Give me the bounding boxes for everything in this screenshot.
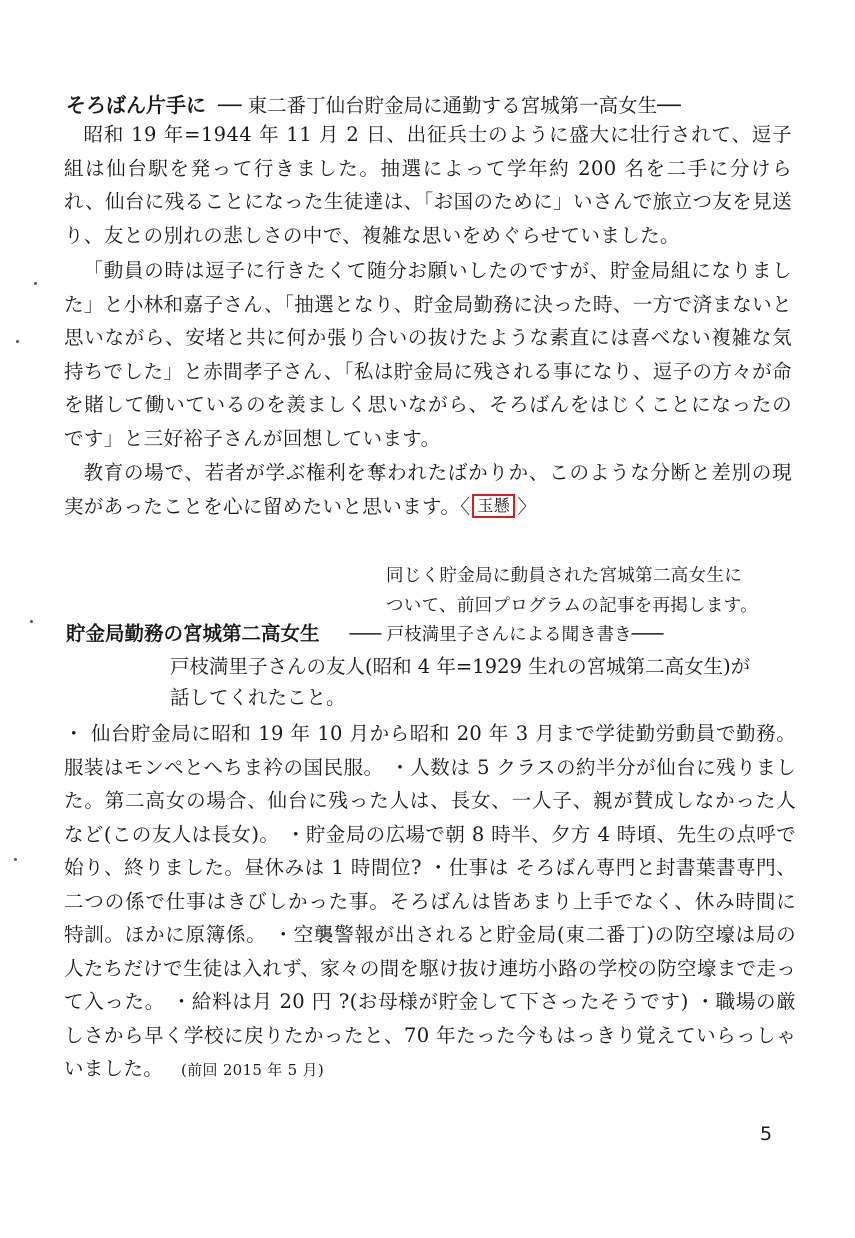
note-line-2: ついて、前回プログラムの記事を再掲します。 bbox=[386, 596, 758, 616]
scan-speck bbox=[16, 340, 19, 343]
paren-close: 〉 bbox=[517, 494, 538, 518]
note-line-1: 同じく貯金局に動員された宮城第二高女生に bbox=[386, 566, 742, 586]
source-note: (前回 2015 年 5 月) bbox=[181, 1061, 325, 1079]
section1-subtitle: ── 東二番丁仙台貯金局に通勤する宮城第一高女生── bbox=[218, 94, 681, 117]
paragraph-text: 教育の場で、若者が学ぶ権利を奪われたばかりか、このような分断と差別の現実があったことを心に留めたいと思います。 bbox=[64, 461, 792, 518]
section1-paragraph-1 bbox=[64, 118, 792, 252]
section1-paragraph-2 bbox=[64, 254, 792, 455]
paren-open: 〈 bbox=[460, 494, 471, 518]
section1-title: そろばん片手に bbox=[66, 93, 206, 117]
section2-intro bbox=[170, 651, 810, 713]
scan-speck bbox=[30, 620, 33, 623]
section2-body-text: ・ 仙台貯金局に昭和 19 年 10 月から昭和 20 年 3 月まで学徒勤労動員で勤務。服装はモンペとへちま衿の国民服。 ・人数は 5 クラスの約半分が仙台に残りました。第二高女の場合、仙台に残った人は、長女、一人子、親が賛成しなかった人など(この友人は長女)。 ・貯金局の広場で朝 8 時半、夕方 4 時頃、先生の点呼で始り、終りました。昼休みは 1 時間位? ・仕事は そろばん専門と封書葉書専門、二つの係で仕事はきびしかった事。そろばんは皆あまり上手でなく、休み時間に特訓。ほかに原簿係。 ・空襲警報が出されると貯金局(東二番丁)の防空壕は局の人たちだけで生徒は入れず、家々の間を駆け抜け連坊小路の学校の防空壕まで走って入った。 ・給料は月 20 円 ?(お母様が貯金して下さったそうです) ・職場の厳しさから早く学校に戻りたかったと、70 年たった今もはっきり覚えていらっしゃいました。 bbox=[64, 722, 796, 1080]
paragraph-text: 昭和 19 年=1944 年 11 月 2 日、出征兵士のように盛大に壮行されて、逗子組は仙台駅を発って行きました。抽選によって学年約 200 名を二手に分けられ、仙台に残ることになった生徒達は、「お国のために」いさんで旅立つ友を見送り、友との別れの悲しさの中で、複雑な思いをめぐらせていました。 bbox=[64, 123, 792, 247]
paragraph-text: 「動員の時は逗子に行きたくて随分お願いしたのですが、貯金局組になりました」と小林和嘉子さん、「抽選となり、貯金局勤務に決った時、一方で済まないと思いながら、安堵と共に何か張り合いの抜けたような素直には喜べない複雑な気持ちでした」と赤間孝子さん、「私は貯金局に残される事になり、逗子の方々が命を賭して働いているのを羨ましく思いながら、そろばんをはじくことになったのです」と三好裕子さんが回想しています。 bbox=[64, 259, 792, 450]
section2-title: 貯金局勤務の宮城第二高女生 bbox=[66, 622, 320, 645]
scan-speck bbox=[14, 858, 17, 861]
intro-line-2: 話してくれたこと。 bbox=[170, 686, 346, 709]
page-number: 5 bbox=[760, 1123, 773, 1145]
author-stamp: 玉懸 bbox=[472, 494, 515, 518]
section1-heading bbox=[66, 90, 826, 121]
section2-subtitle: ─── 戸枝満里子さんによる聞き書き─── bbox=[349, 625, 664, 645]
reprint-note bbox=[386, 561, 796, 621]
section1-paragraph-3 bbox=[64, 456, 792, 523]
intro-line-1: 戸枝満里子さんの友人(昭和 4 年=1929 生れの宮城第二高女生)が bbox=[170, 655, 751, 678]
section2-heading bbox=[66, 619, 826, 650]
scan-speck bbox=[34, 282, 37, 285]
section2-body bbox=[64, 717, 796, 1088]
